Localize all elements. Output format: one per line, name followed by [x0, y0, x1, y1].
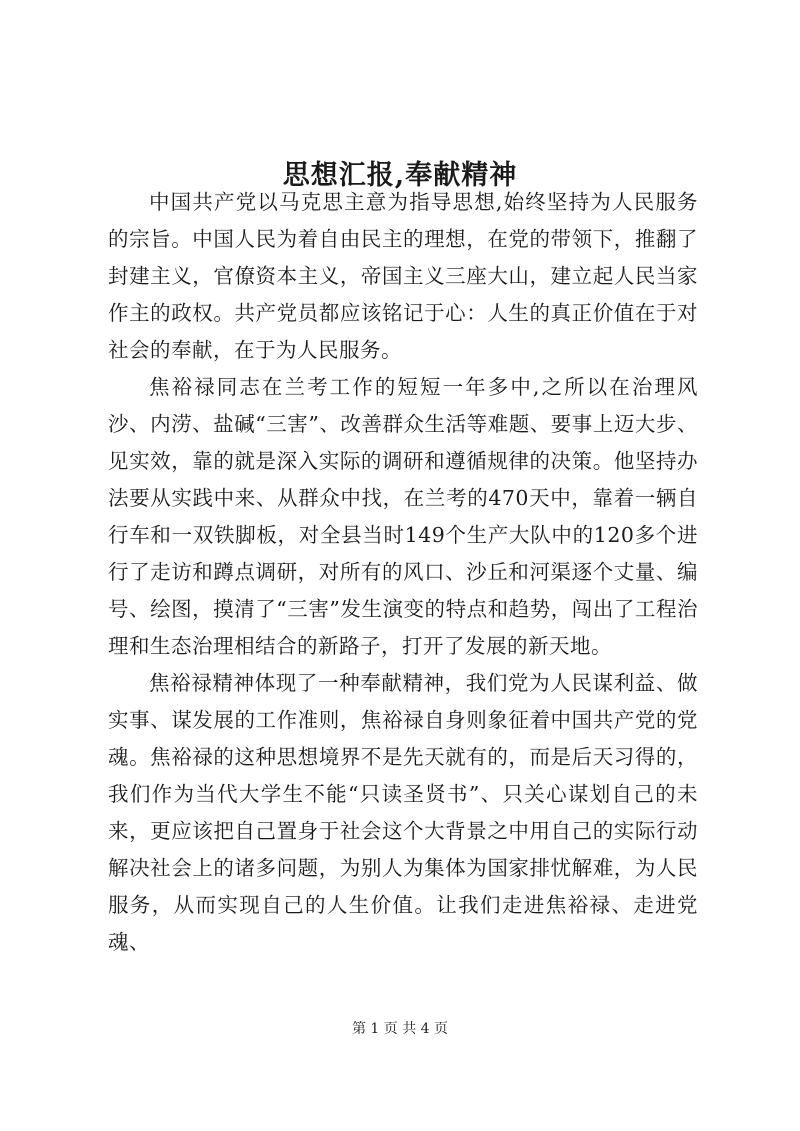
document-title: 思想汇报,奉献精神 — [282, 160, 518, 192]
paragraph-2: 焦裕禄同志在兰考工作的短短一年多中,之所以在治理风沙、内涝、盐碱“三害”、改善群众生活等难题、要事上迈大步、见实效，靠的就是深入实际的调研和遵循规律的决策。他坚持办法要从实践中来、从群众中找，在兰考的470天中，靠着一辆自行车和一双铁脚板，对全县当时149个生产大队中的120多个进行了走访和蹲点调研，对所有的风口、沙丘和河渠逐个丈量、编号、绘图，摸清了“三害”发生演变的特点和趋势，闯出了工程治理和生态治理相结合的新路子，打开了发展的新天地。 — [108, 375, 698, 658]
paragraph-3: 焦裕禄精神体现了一种奉献精神，我们党为人民谋利益、做实事、谋发展的工作准则，焦裕禄自身则象征着中国共产党的党魂。焦裕禄的这种思想境界不是先天就有的，而是后天习得的，我们作为当代大学生不能“只读圣贤书”、只关心谋划自己的未来，更应该把自己置身于社会这个大背景之中用自己的实际行动解决社会上的诸多问题，为别人为集体为国家排忧解难，为人民服务，从而实现自己的人生价值。让我们走进焦裕禄、走进党魂、 — [108, 671, 698, 954]
page-footer: 第 1 页 共 4 页 — [351, 1021, 449, 1037]
document-body — [108, 184, 698, 961]
paragraph-1: 中国共产党以马克思主意为指导思想,始终坚持为人民服务的宗旨。中国人民为着自由民主的理想，在党的带领下，推翻了封建主义，官僚资本主义，帝国主义三座大山，建立起人民当家作主的政权。共产党员都应该铭记于心：人生的真正价值在于对社会的奉献，在于为人民服务。 — [108, 190, 698, 362]
